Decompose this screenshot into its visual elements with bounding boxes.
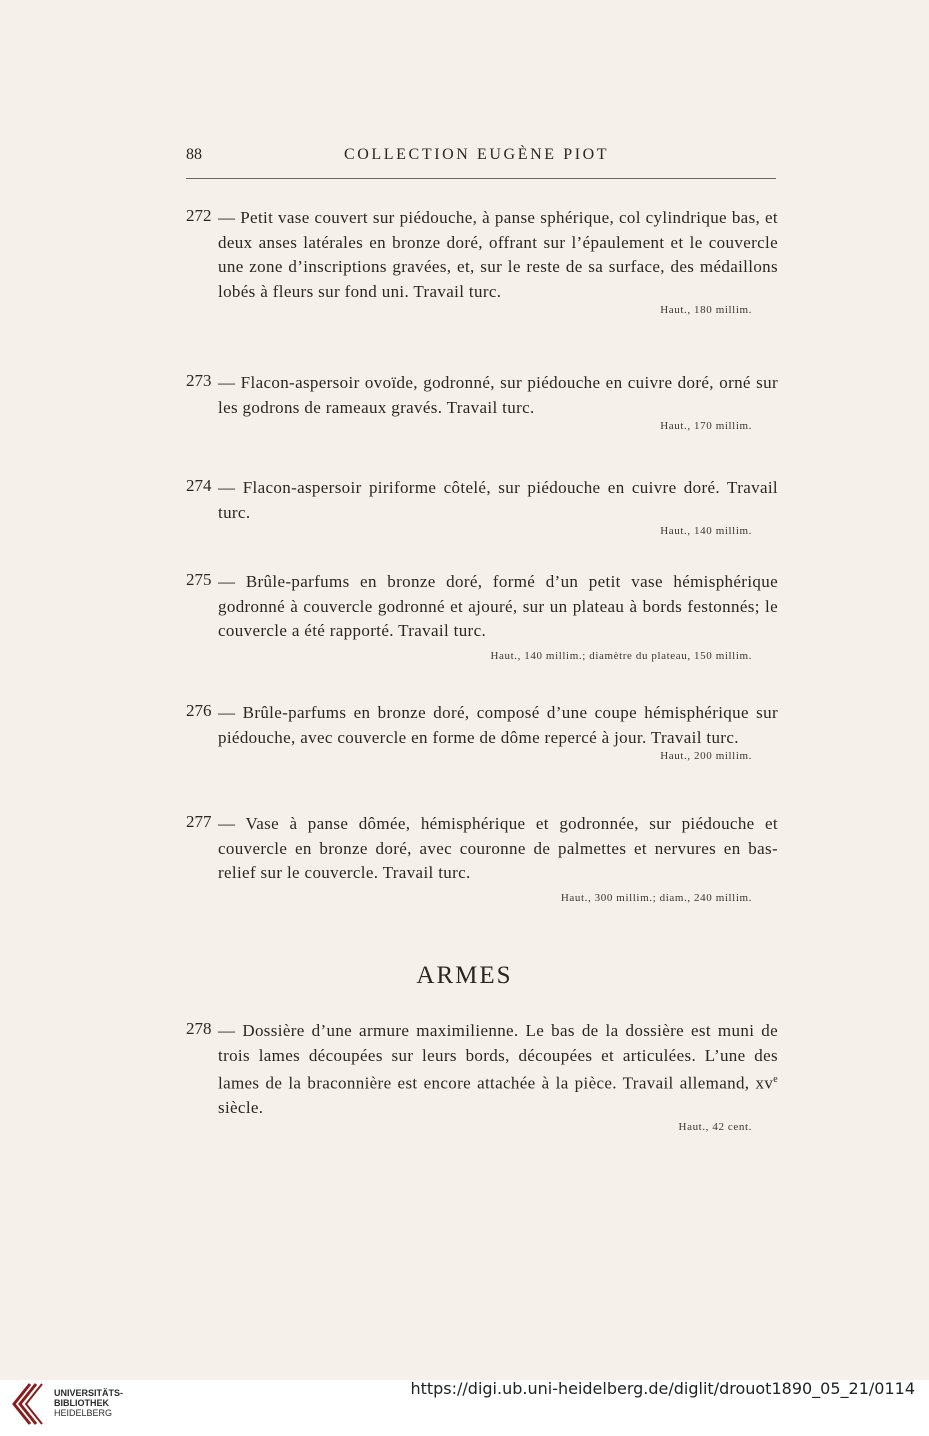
entry-number: 274 [186, 476, 212, 495]
entry-text-end: siècle. [218, 1098, 264, 1118]
entry-dimensions: Haut., 200 millim. [660, 750, 752, 763]
page-number: 88 [186, 146, 202, 163]
entry-text-main: — Dossière d’une armure maximilienne. Le bas de la dossière est muni de trois lames découpées sur leurs bords, découpées et articulées. L’une des lames de la braconnière est encore attachée à la pièce. Travail allemand, xv [218, 1021, 778, 1093]
entry-dimensions: Haut., 300 millim.; diam., 240 millim. [560, 891, 752, 904]
entry-text: — Vase à panse dômée, hémisphérique et godronnée, sur piédouche et couvercle en bronze doré, avec couronne de palmettes et nervures en bas-relief sur le couvercle. Travail turc. [218, 814, 778, 883]
entry-text: — Brûle-parfums en bronze doré, formé d’un petit vase hémisphérique godronné à couvercle godronné et ajouré, sur un plateau à bords festonnés; le couvercle a été rapporté. Travail turc. [218, 572, 778, 641]
entry-number: 276 [186, 701, 212, 720]
entry-dimensions: Haut., 140 millim. [660, 525, 752, 538]
section-heading: ARMES [416, 962, 513, 989]
entry-text: — Flacon-aspersoir ovoïde, godronné, sur piédouche en cuivre doré, orné sur les godrons de rameaux gravés. Travail turc. [218, 373, 778, 417]
entry-dimensions: Haut., 180 millim. [660, 304, 752, 317]
entry-number: 278 [186, 1019, 212, 1038]
header-rule [186, 178, 776, 179]
catalog-entry-277 [186, 812, 778, 904]
entry-text: — Petit vase couvert sur piédouche, à panse sphérique, col cylindrique bas, et deux anses latérales en bronze doré, offrant sur l’épaulement et le couvercle une zone d’inscriptions gravées, et, sur le reste de sa surface, des médaillons lobés à fleurs sur fond uni. Travail turc. [218, 208, 778, 301]
century-superscript: e [773, 1074, 778, 1086]
library-line-3: HEIDELBERG [54, 1408, 113, 1418]
catalog-entry-274 [186, 476, 778, 537]
library-line-1: UNIVERSITÄTS- [54, 1388, 124, 1398]
catalog-entry-275 [186, 570, 778, 662]
running-header [186, 146, 776, 170]
catalog-entry-273 [186, 371, 778, 432]
entry-dimensions: Haut., 170 millim. [660, 420, 752, 433]
entry-text: — Flacon-aspersoir piriforme côtelé, sur piédouche en cuivre doré. Travail turc. [218, 478, 778, 522]
entry-text: — Brûle-parfums en bronze doré, composé d’une coupe hémisphérique sur piédouche, avec couvercle en forme de dôme repercé à jour. Travail turc. [218, 703, 778, 747]
entry-number: 275 [186, 570, 212, 589]
permalink-url[interactable]: https://digi.ub.uni-heidelberg.de/diglit/drouot1890_05_21/0114 [410, 1379, 915, 1398]
entry-number: 272 [186, 206, 212, 225]
library-logo-icon [8, 1380, 52, 1430]
library-name [54, 1388, 123, 1418]
entry-dimensions: Haut., 42 cent. [678, 1121, 752, 1134]
entry-number: 277 [186, 812, 212, 831]
catalog-entry-278 [186, 1019, 778, 1133]
entry-number: 273 [186, 371, 212, 390]
entry-dimensions: Haut., 140 millim.; diamètre du plateau, 150 millim. [490, 649, 752, 662]
library-line-2: BIBLIOTHEK [54, 1398, 109, 1408]
entry-text [218, 1019, 778, 1121]
catalog-entry-276 [186, 701, 778, 762]
running-title: COLLECTION EUGÈNE PIOT [344, 146, 610, 163]
catalog-entry-272 [186, 206, 778, 316]
